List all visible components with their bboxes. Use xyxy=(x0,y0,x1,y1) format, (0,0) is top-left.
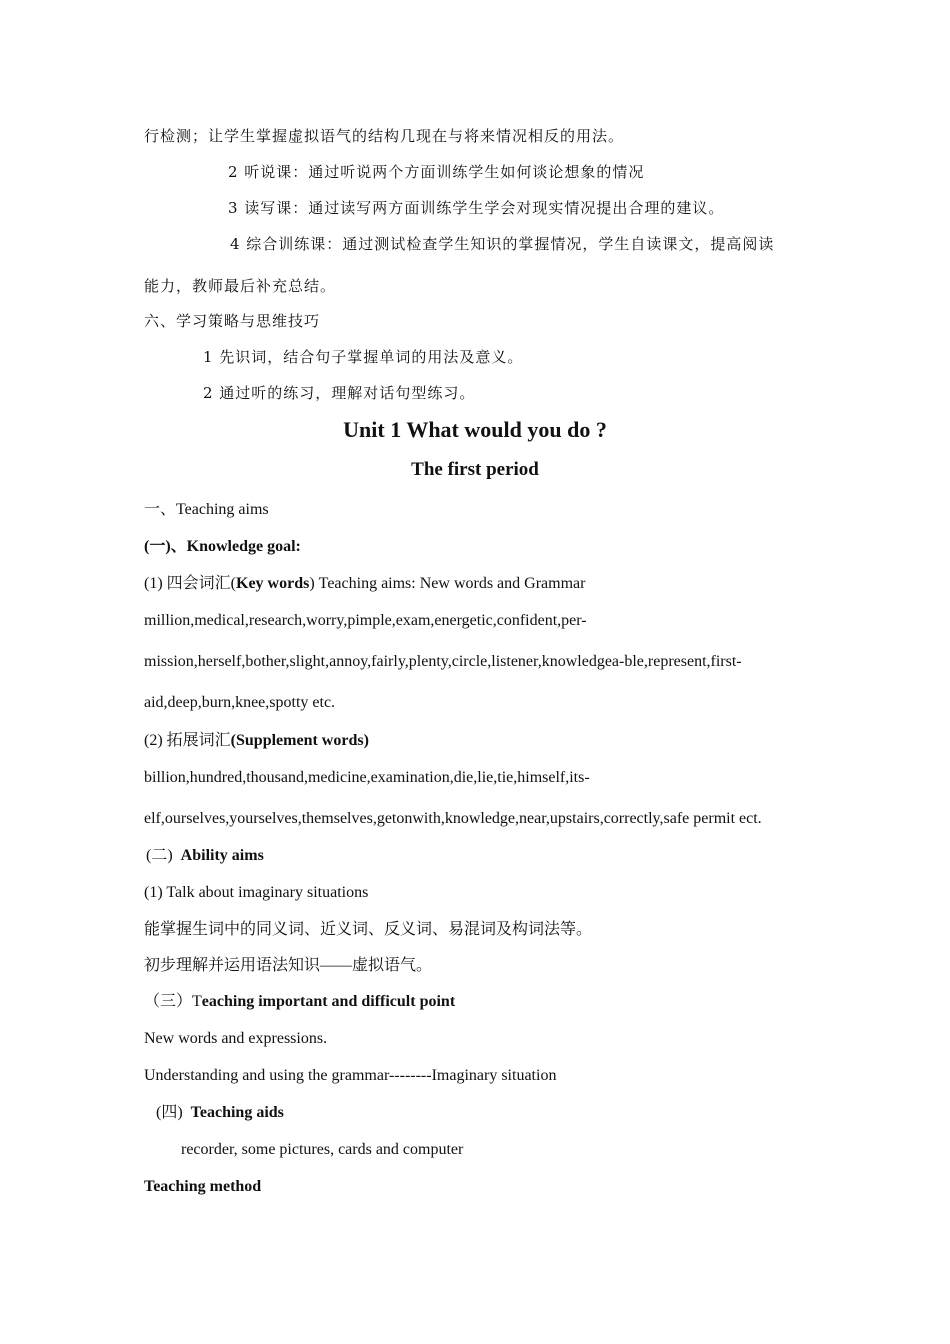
ability-label: Ability aims xyxy=(180,847,264,864)
key-words-line-3: aid,deep,burn,knee,spotty etc. xyxy=(144,694,336,711)
knowledge-goal-heading: (一)、Knowledge goal: xyxy=(144,538,301,555)
ability-item-3: 初步理解并运用语法知识——虚拟语气。 xyxy=(144,957,433,974)
aids-label: Teaching aids xyxy=(190,1104,284,1121)
supplement-line-2: elf,ourselves,yourselves,themselves,getonwith,knowledge,near,upstairs,correctly,safe permit ect. xyxy=(144,810,762,827)
important-heading xyxy=(144,992,455,1012)
unit-title: Unit 1 What would you do ? xyxy=(343,417,607,442)
period-title: The first period xyxy=(411,459,539,480)
key-words-heading xyxy=(144,574,585,594)
supplement-label: (Supplement words) xyxy=(230,732,369,749)
important-item-2: Understanding and using the grammar--------Imaginary situation xyxy=(144,1067,557,1084)
key-words-prefix: (1) 四会词汇( xyxy=(144,575,236,592)
supplement-heading xyxy=(144,731,369,751)
strategy-item-1: 1 先识词，结合句子掌握单词的用法及意义。 xyxy=(203,348,524,366)
intro-line-5: 能力，教师最后补充总结。 xyxy=(144,277,337,295)
ability-heading xyxy=(146,846,264,866)
ability-item-1: (1) Talk about imaginary situations xyxy=(144,884,369,901)
supplement-line-1: billion,hundred,thousand,medicine,examination,die,lie,tie,himself,its- xyxy=(144,769,590,786)
important-label: eaching important and difficult point xyxy=(201,993,456,1010)
aids-heading xyxy=(156,1103,284,1123)
strategy-item-2: 2 通过听的练习，理解对话句型练习。 xyxy=(203,384,476,402)
important-prefix: （三）T xyxy=(144,993,202,1010)
intro-line-4: 4 综合训练课：通过测试检查学生知识的掌握情况，学生自读课文，提高阅读 xyxy=(230,235,775,253)
intro-line-2: 2 听说课：通过听说两个方面训练学生如何谈论想象的情况 xyxy=(228,163,645,181)
important-item-1: New words and expressions. xyxy=(144,1030,328,1047)
intro-line-3: 3 读写课：通过读写两方面训练学生学会对现实情况提出合理的建议。 xyxy=(228,199,725,217)
teaching-method-heading: Teaching method xyxy=(144,1178,262,1195)
intro-line-1: 行检测；让学生掌握虚拟语气的结构几现在与将来情况相反的用法。 xyxy=(144,127,625,145)
key-words-line-1: million,medical,research,worry,pimple,exam,energetic,confident,per- xyxy=(144,612,587,629)
key-words-label: Key words xyxy=(236,575,310,592)
strategy-heading: 六、学习策略与思维技巧 xyxy=(144,312,321,330)
ability-item-2: 能掌握生词中的同义词、近义词、反义词、易混词及构词法等。 xyxy=(144,921,593,938)
supplement-prefix: (2) 拓展词汇 xyxy=(144,732,231,749)
aids-item-1: recorder, some pictures, cards and computer xyxy=(181,1141,464,1158)
ability-prefix: (二) xyxy=(146,847,173,864)
teaching-aims-heading: 一、Teaching aims xyxy=(144,501,269,518)
key-words-line-2: mission,herself,bother,slight,annoy,fairly,plenty,circle,listener,knowledgea-ble,represent,first- xyxy=(144,653,742,670)
key-words-suffix: ) Teaching aims: New words and Grammar xyxy=(309,575,586,592)
aids-prefix: (四) xyxy=(156,1104,183,1121)
